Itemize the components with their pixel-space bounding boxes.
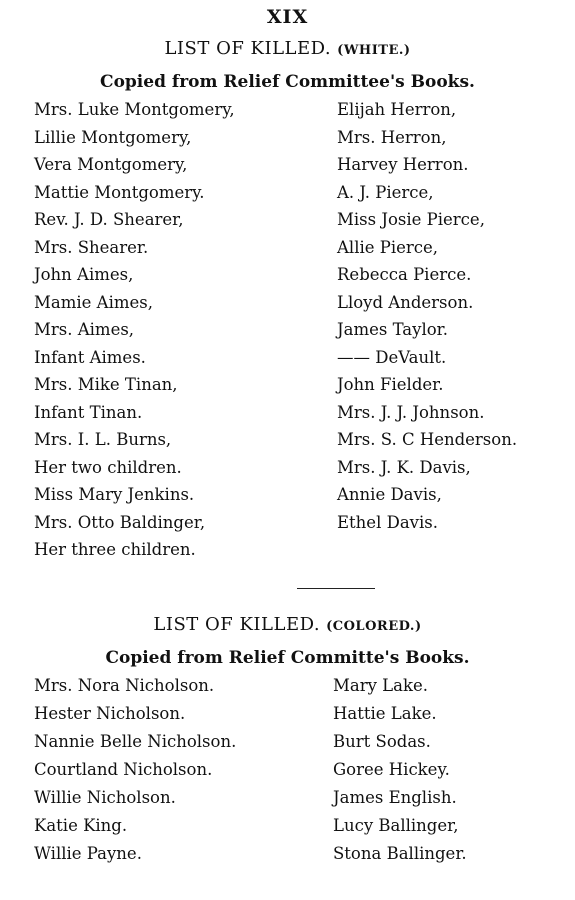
name-entry: Ethel Davis. <box>337 512 438 532</box>
section-title: LIST OF KILLED. <box>153 614 321 635</box>
name-entry: Rebecca Pierce. <box>337 265 472 284</box>
name-entry: Mattie Montgomery. <box>34 182 205 202</box>
name-entry: Mary Lake. <box>333 676 428 695</box>
name-entry: Harvey Herron. <box>337 155 469 174</box>
section-heading-colored <box>0 614 575 635</box>
colored-right-column <box>333 672 467 868</box>
source-note: Copied from Relief Committe's Books. <box>105 648 470 668</box>
name-entry: Mamie Aimes, <box>34 292 153 312</box>
white-left-column <box>34 96 235 564</box>
section-heading-white <box>0 38 575 59</box>
section-qualifier: (COLORED.) <box>326 619 422 634</box>
name-entry: Mrs. J. J. Johnson. <box>337 402 485 422</box>
name-entry: John Aimes, <box>34 265 134 284</box>
name-entry: Mrs. Nora Nicholson. <box>34 676 215 695</box>
name-entry: Allie Pierce, <box>337 237 439 257</box>
section-title: LIST OF KILLED. <box>164 38 332 59</box>
name-entry: Lucy Ballinger, <box>333 816 459 835</box>
name-entry: Hattie Lake. <box>333 704 437 723</box>
name-entry: John Fielder. <box>337 375 444 394</box>
name-entry: Nannie Belle Nicholson. <box>34 732 237 751</box>
name-entry: Mrs. Aimes, <box>34 320 135 339</box>
name-entry: Infant Aimes. <box>34 347 146 367</box>
name-entry: Her two children. <box>34 457 182 477</box>
name-entry: Stona Ballinger. <box>333 844 467 863</box>
name-entry: Vera Montgomery, <box>34 155 188 174</box>
name-entry: Mrs. I. L. Burns, <box>34 430 172 449</box>
name-entry: Mrs. Herron, <box>337 127 447 147</box>
name-entry: A. J. Pierce, <box>337 182 434 202</box>
name-entry: Infant Tinan. <box>34 402 143 422</box>
name-entry: Mrs. Luke Montgomery, <box>34 100 235 119</box>
page-number: XIX <box>266 6 309 28</box>
name-entry: Willie Nicholson. <box>34 788 176 807</box>
name-entry: Mrs. Mike Tinan, <box>34 375 178 394</box>
name-entry: Goree Hickey. <box>333 760 450 779</box>
name-entry: Mrs. J. K. Davis, <box>337 457 471 477</box>
name-entry: Courtland Nicholson. <box>34 760 213 779</box>
name-entry: —— DeVault. <box>337 347 447 367</box>
name-entry: Elijah Herron, <box>337 100 457 119</box>
name-entry: Lillie Montgomery, <box>34 127 192 147</box>
name-entry: Mrs. S. C Henderson. <box>337 430 518 449</box>
name-entry: Lloyd Anderson. <box>337 292 474 312</box>
name-entry: Burt Sodas. <box>333 732 431 751</box>
name-entry: James English. <box>333 788 457 807</box>
name-entry: James Taylor. <box>337 320 448 339</box>
name-entry: Miss Mary Jenkins. <box>34 485 195 504</box>
white-right-column <box>337 96 517 536</box>
name-entry: Mrs. Shearer. <box>34 237 149 257</box>
section-divider <box>297 588 375 589</box>
name-entry: Miss Josie Pierce, <box>337 210 485 229</box>
name-entry: Annie Davis, <box>337 485 442 504</box>
name-entry: Katie King. <box>34 816 128 835</box>
name-entry: Willie Payne. <box>34 844 142 863</box>
source-note: Copied from Relief Committee's Books. <box>100 72 475 92</box>
section-qualifier: (WHITE.) <box>337 43 411 58</box>
name-entry: Rev. J. D. Shearer, <box>34 210 184 229</box>
name-entry: Mrs. Otto Baldinger, <box>34 512 206 532</box>
name-entry: Her three children. <box>34 540 196 559</box>
name-entry: Hester Nicholson. <box>34 704 186 723</box>
colored-left-column <box>34 672 236 868</box>
